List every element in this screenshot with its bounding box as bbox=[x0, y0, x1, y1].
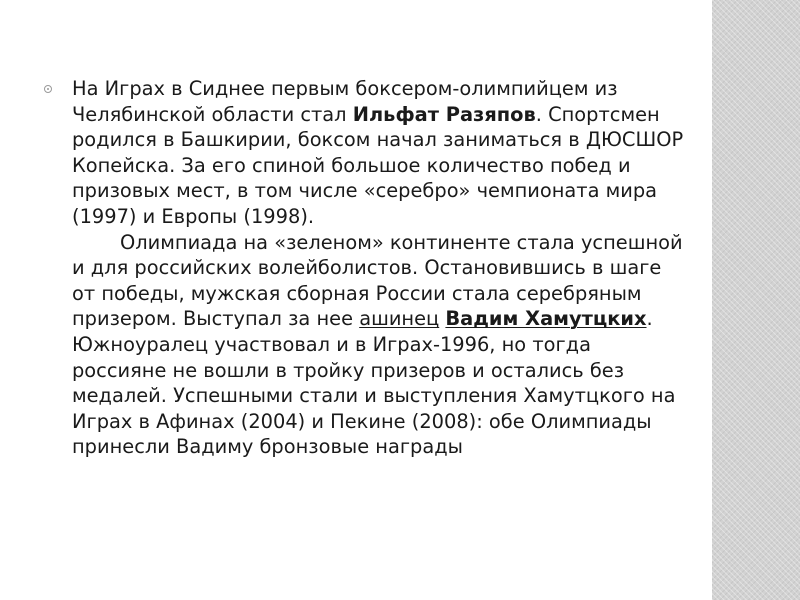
circle-bullet-icon bbox=[44, 85, 52, 93]
slide-content bbox=[44, 76, 684, 460]
paragraph1-text-before: На Играх в Сиднее первым боксером-олимпийцем из Челябинской области стал bbox=[72, 77, 618, 126]
paragraph1-text-after: . Спортсмен родился в Башкирии, боксом начал заниматься в ДЮСШОР Копейска. За его спиной большое количество побед и призовых мест, в том числе «серебро» чемпионата мира (1997) и Европы (1998). bbox=[72, 102, 684, 228]
paragraph2-text-after: . Южноуралец участвовал и в Играх-1996, но тогда россияне не вошли в тройку призеров и остались без медалей. Успешными стали и выступления Хамутцкого на Играх в Афинах (2004) и Пекине (2008): обе Олимпиады принесли Вадиму бронзовые награды bbox=[72, 307, 676, 459]
paragraph1-bold-name: Ильфат Разяпов bbox=[352, 102, 536, 126]
bullet-item bbox=[44, 76, 684, 460]
decorative-side-strip bbox=[712, 0, 800, 600]
text-body bbox=[72, 76, 684, 460]
vadim-khamutskikh-link[interactable]: Вадим Хамутцких bbox=[445, 307, 647, 331]
ashinets-link[interactable]: ашинец bbox=[359, 307, 440, 331]
paragraph2-text-before: Олимпиада на «зеленом» континенте стала успешной и для российских волейболистов. Остановившись в шаге от победы, мужская сборная России стала серебряным призером. Выступал за нее bbox=[72, 230, 683, 331]
